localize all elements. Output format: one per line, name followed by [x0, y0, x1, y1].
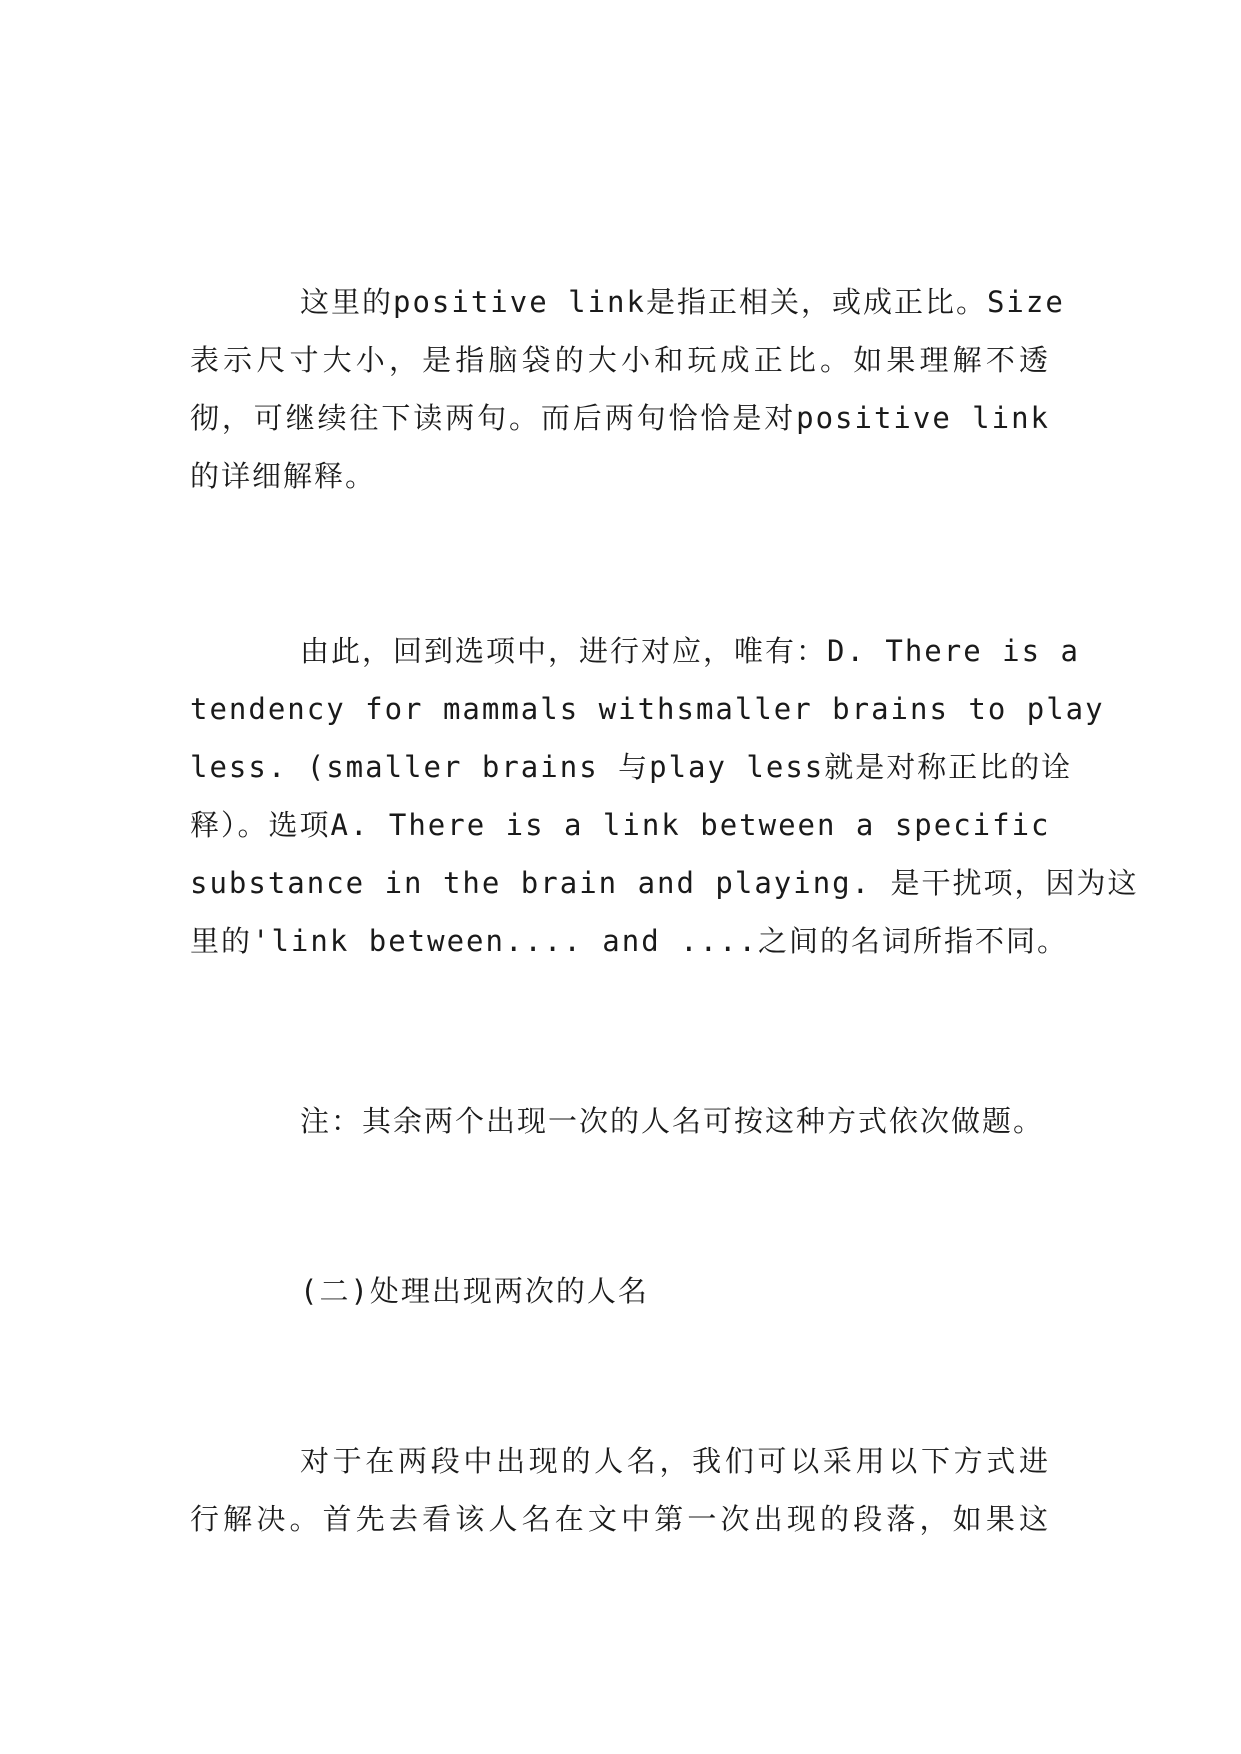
text-line: 对于在两段中出现的人名，我们可以采用以下方式进	[300, 1444, 1050, 1478]
paragraph-option-analysis	[190, 622, 1139, 970]
text-line: 这里的positive link是指正相关，或成正比。Size	[300, 285, 1065, 319]
text-line: 由此，回到选项中，进行对应，唯有：D. There is a	[300, 634, 1080, 668]
paragraph-positive-link	[190, 273, 1065, 505]
text-line: 表示尺寸大小，是指脑袋的大小和玩成正比。如果理解不透	[190, 343, 1050, 377]
text-line: (二)处理出现两次的人名	[300, 1274, 649, 1308]
text-line: 里的'link between.... and ....之间的名词所指不同。	[190, 924, 1068, 958]
text-line: 行解决。首先去看该人名在文中第一次出现的段落，如果这	[190, 1502, 1050, 1536]
section-heading	[190, 1262, 1050, 1320]
text-line: 的详细解释。	[190, 459, 377, 493]
text-line: substance in the brain and playing. 是干扰项，因为这	[190, 866, 1139, 900]
text-line: tendency for mammals withsmaller brains to play	[190, 692, 1105, 726]
text-line: less. (smaller brains 与play less就是对称正比的诠	[190, 750, 1073, 784]
text-line: 注：其余两个出现一次的人名可按这种方式依次做题。	[300, 1104, 1045, 1138]
paragraph-two-occurrences	[190, 1432, 1050, 1548]
text-line: 彻，可继续往下读两句。而后两句恰恰是对positive link	[190, 401, 1050, 435]
text-line: 释）。选项A. There is a link between a specific	[190, 808, 1051, 842]
paragraph-note	[190, 1092, 1090, 1150]
